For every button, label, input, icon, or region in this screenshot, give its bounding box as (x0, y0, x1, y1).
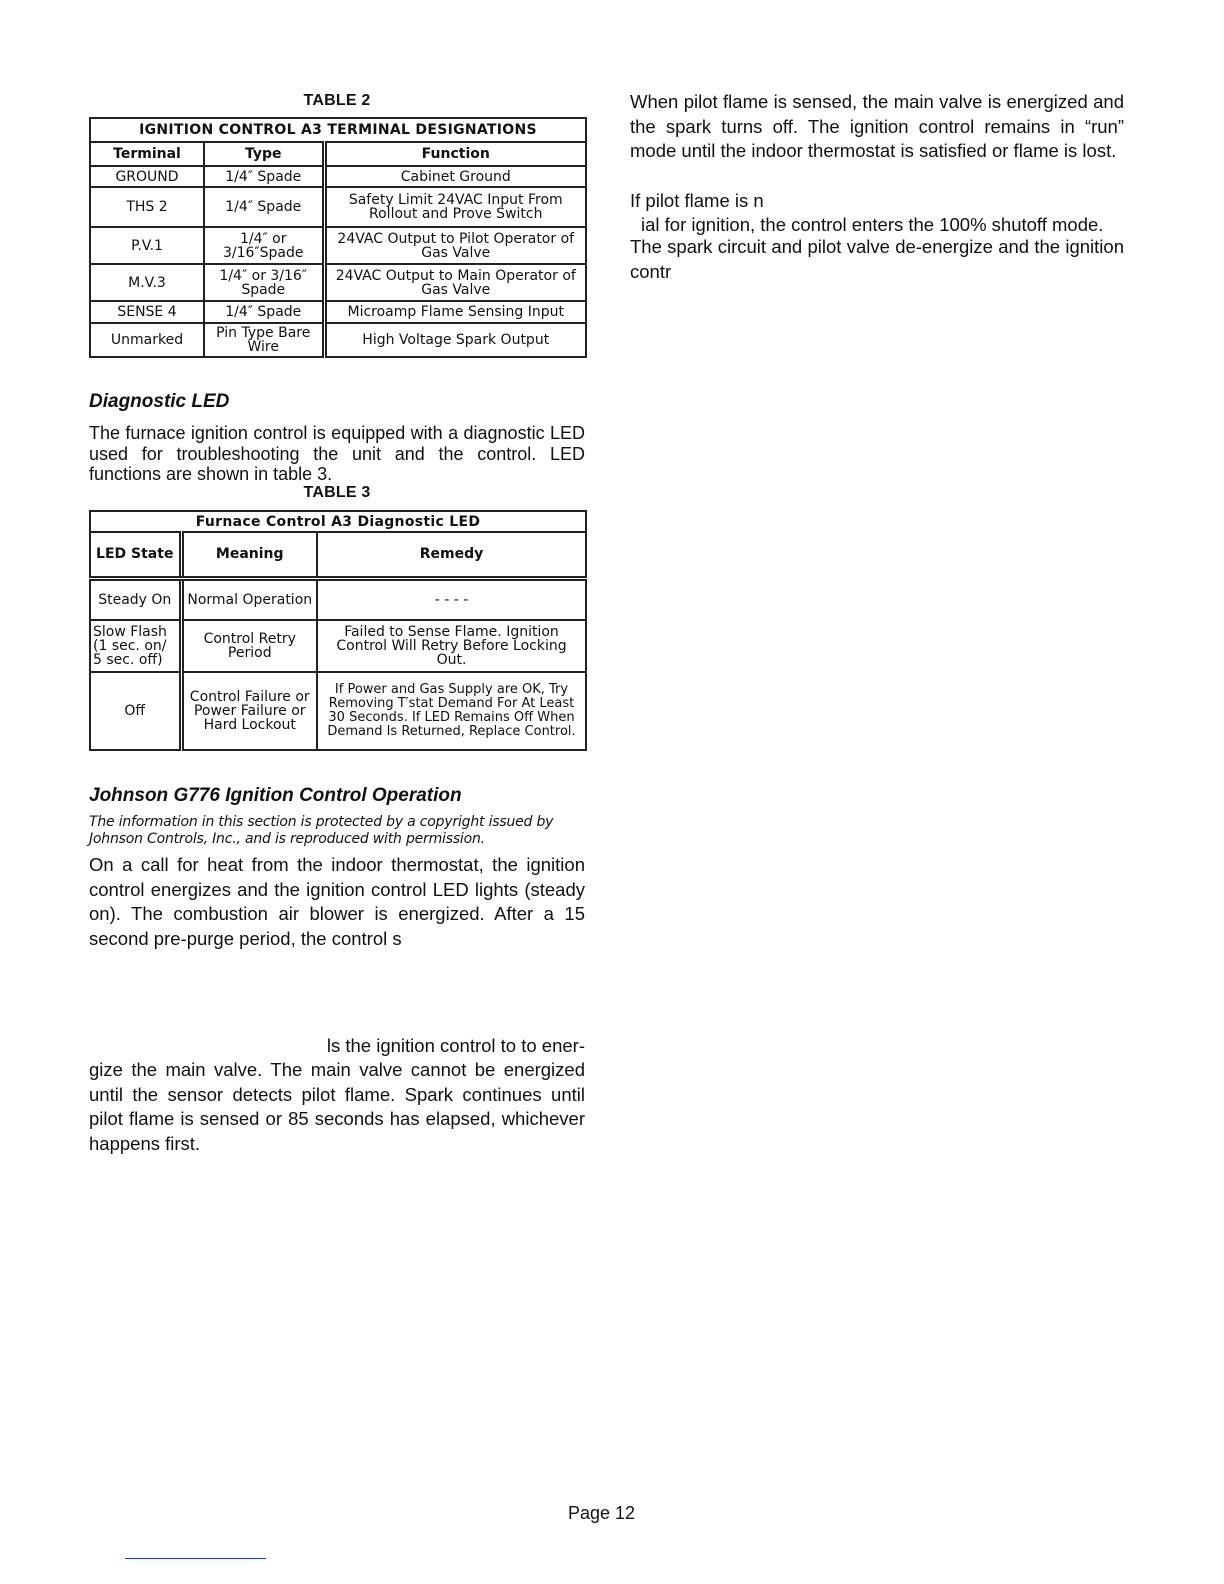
table2 (89, 117, 587, 358)
table-cell: GROUND (90, 166, 204, 187)
table-cell: Off (90, 672, 181, 750)
table3-header-led-state: LED State (90, 532, 181, 578)
table2-caption: IGNITION CONTROL A3 TERMINAL DESIGNATIONS (90, 118, 586, 142)
table-cell: Microamp Flame Sensing Input (324, 301, 586, 323)
table3-header-meaning: Meaning (181, 532, 317, 578)
diagnostic-text: The furnace ignition control is equipped with a diagnostic LED used for troubleshooting the unit and the control. LED functions are shown in table 3. (89, 423, 585, 484)
table3-header-remedy: Remedy (317, 532, 586, 578)
table-cell: 1/4″ Spade (204, 166, 324, 187)
right-paragraph-2-line-2: ial for ignition, the control enters the 100% shutoff mode. (641, 214, 1104, 235)
table-cell: Cabinet Ground (324, 166, 586, 187)
footnote-link-line[interactable] (125, 1558, 266, 1559)
table-cell: Normal Operation (181, 578, 317, 620)
copyright-note: The information in this section is protected by a copyright issued by Johnson Controls, Inc., and is reproduced with permission. (89, 814, 554, 847)
table2-header-type: Type (204, 142, 324, 166)
diagnostic-heading: Diagnostic LED (89, 391, 230, 412)
table-cell: 24VAC Output to Pilot Operator of Gas Valve (324, 227, 586, 264)
johnson-paragraph-2: gize the main valve. The main valve cannot be energized until the sensor detects pilot flame. Spark continues until pilot flame is sensed or 85 seconds has elapsed, whichever happens first. (89, 1059, 585, 1154)
table-cell: THS 2 (90, 187, 204, 227)
table2-header-function: Function (324, 142, 586, 166)
johnson-paragraph-1: On a call for heat from the indoor thermostat, the ignition control energizes and the ignition control LED lights (steady on). The combustion air blower is energized. After a 15 second pre-purge period, the control s (89, 854, 585, 949)
table-cell: Control Retry Period (181, 620, 317, 672)
right-paragraph-2-line-1: If pilot flame is n (630, 190, 764, 211)
table-row (90, 323, 586, 357)
table-row (90, 578, 586, 620)
table3-caption: Furnace Control A3 Diagnostic LED (90, 511, 586, 532)
table-cell: 1/4″ or 3/16″Spade (204, 227, 324, 264)
johnson-heading: Johnson G776 Ignition Control Operation (89, 785, 462, 806)
table-row (90, 672, 586, 750)
table-cell: Control Failure or Power Failure or Hard Lockout (181, 672, 317, 750)
table-cell: Slow Flash (1 sec. on/ 5 sec. off) (90, 620, 181, 672)
table3-title: TABLE 3 (303, 484, 371, 501)
table-row (90, 227, 586, 264)
table-cell: 1/4″ Spade (204, 187, 324, 227)
table-row (90, 187, 586, 227)
table-cell: Unmarked (90, 323, 204, 357)
table3 (89, 510, 587, 751)
table-cell: P.V.1 (90, 227, 204, 264)
right-paragraph-1: When pilot flame is sensed, the main valve is energized and the spark turns off. The ignition control remains in “run” mode until the indoor thermostat is satisfied or flame is lost. (630, 91, 1124, 161)
table-row (90, 620, 586, 672)
page-number: Page 12 (568, 1503, 636, 1523)
table-cell: Steady On (90, 578, 181, 620)
table2-header-terminal: Terminal (90, 142, 204, 166)
johnson-paragraph-2-fragment: ls the ignition control to to ener- (326, 1035, 585, 1056)
table-cell: If Power and Gas Supply are OK, Try Removing T′stat Demand For At Least 30 Seconds. If LED Remains Off When Demand Is Returned, Replace Control. (317, 672, 586, 750)
table2-title: TABLE 2 (303, 92, 371, 109)
table-cell: Failed to Sense Flame. Ignition Control Will Retry Before Locking Out. (317, 620, 586, 672)
table-cell: 1/4″ or 3/16″ Spade (204, 264, 324, 301)
table-row (90, 166, 586, 187)
table-row (90, 301, 586, 323)
table-cell: Safety Limit 24VAC Input From Rollout and Prove Switch (324, 187, 586, 227)
table-cell: SENSE 4 (90, 301, 204, 323)
table-cell: High Voltage Spark Output (324, 323, 586, 357)
table-cell: - - - - (317, 578, 586, 620)
table-cell: 24VAC Output to Main Operator of Gas Valve (324, 264, 586, 301)
table-cell: Pin Type Bare Wire (204, 323, 324, 357)
right-paragraph-2-rest: The spark circuit and pilot valve de-energize and the ignition contr (630, 236, 1124, 282)
table-row (90, 264, 586, 301)
table-cell: M.V.3 (90, 264, 204, 301)
table-cell: 1/4″ Spade (204, 301, 324, 323)
